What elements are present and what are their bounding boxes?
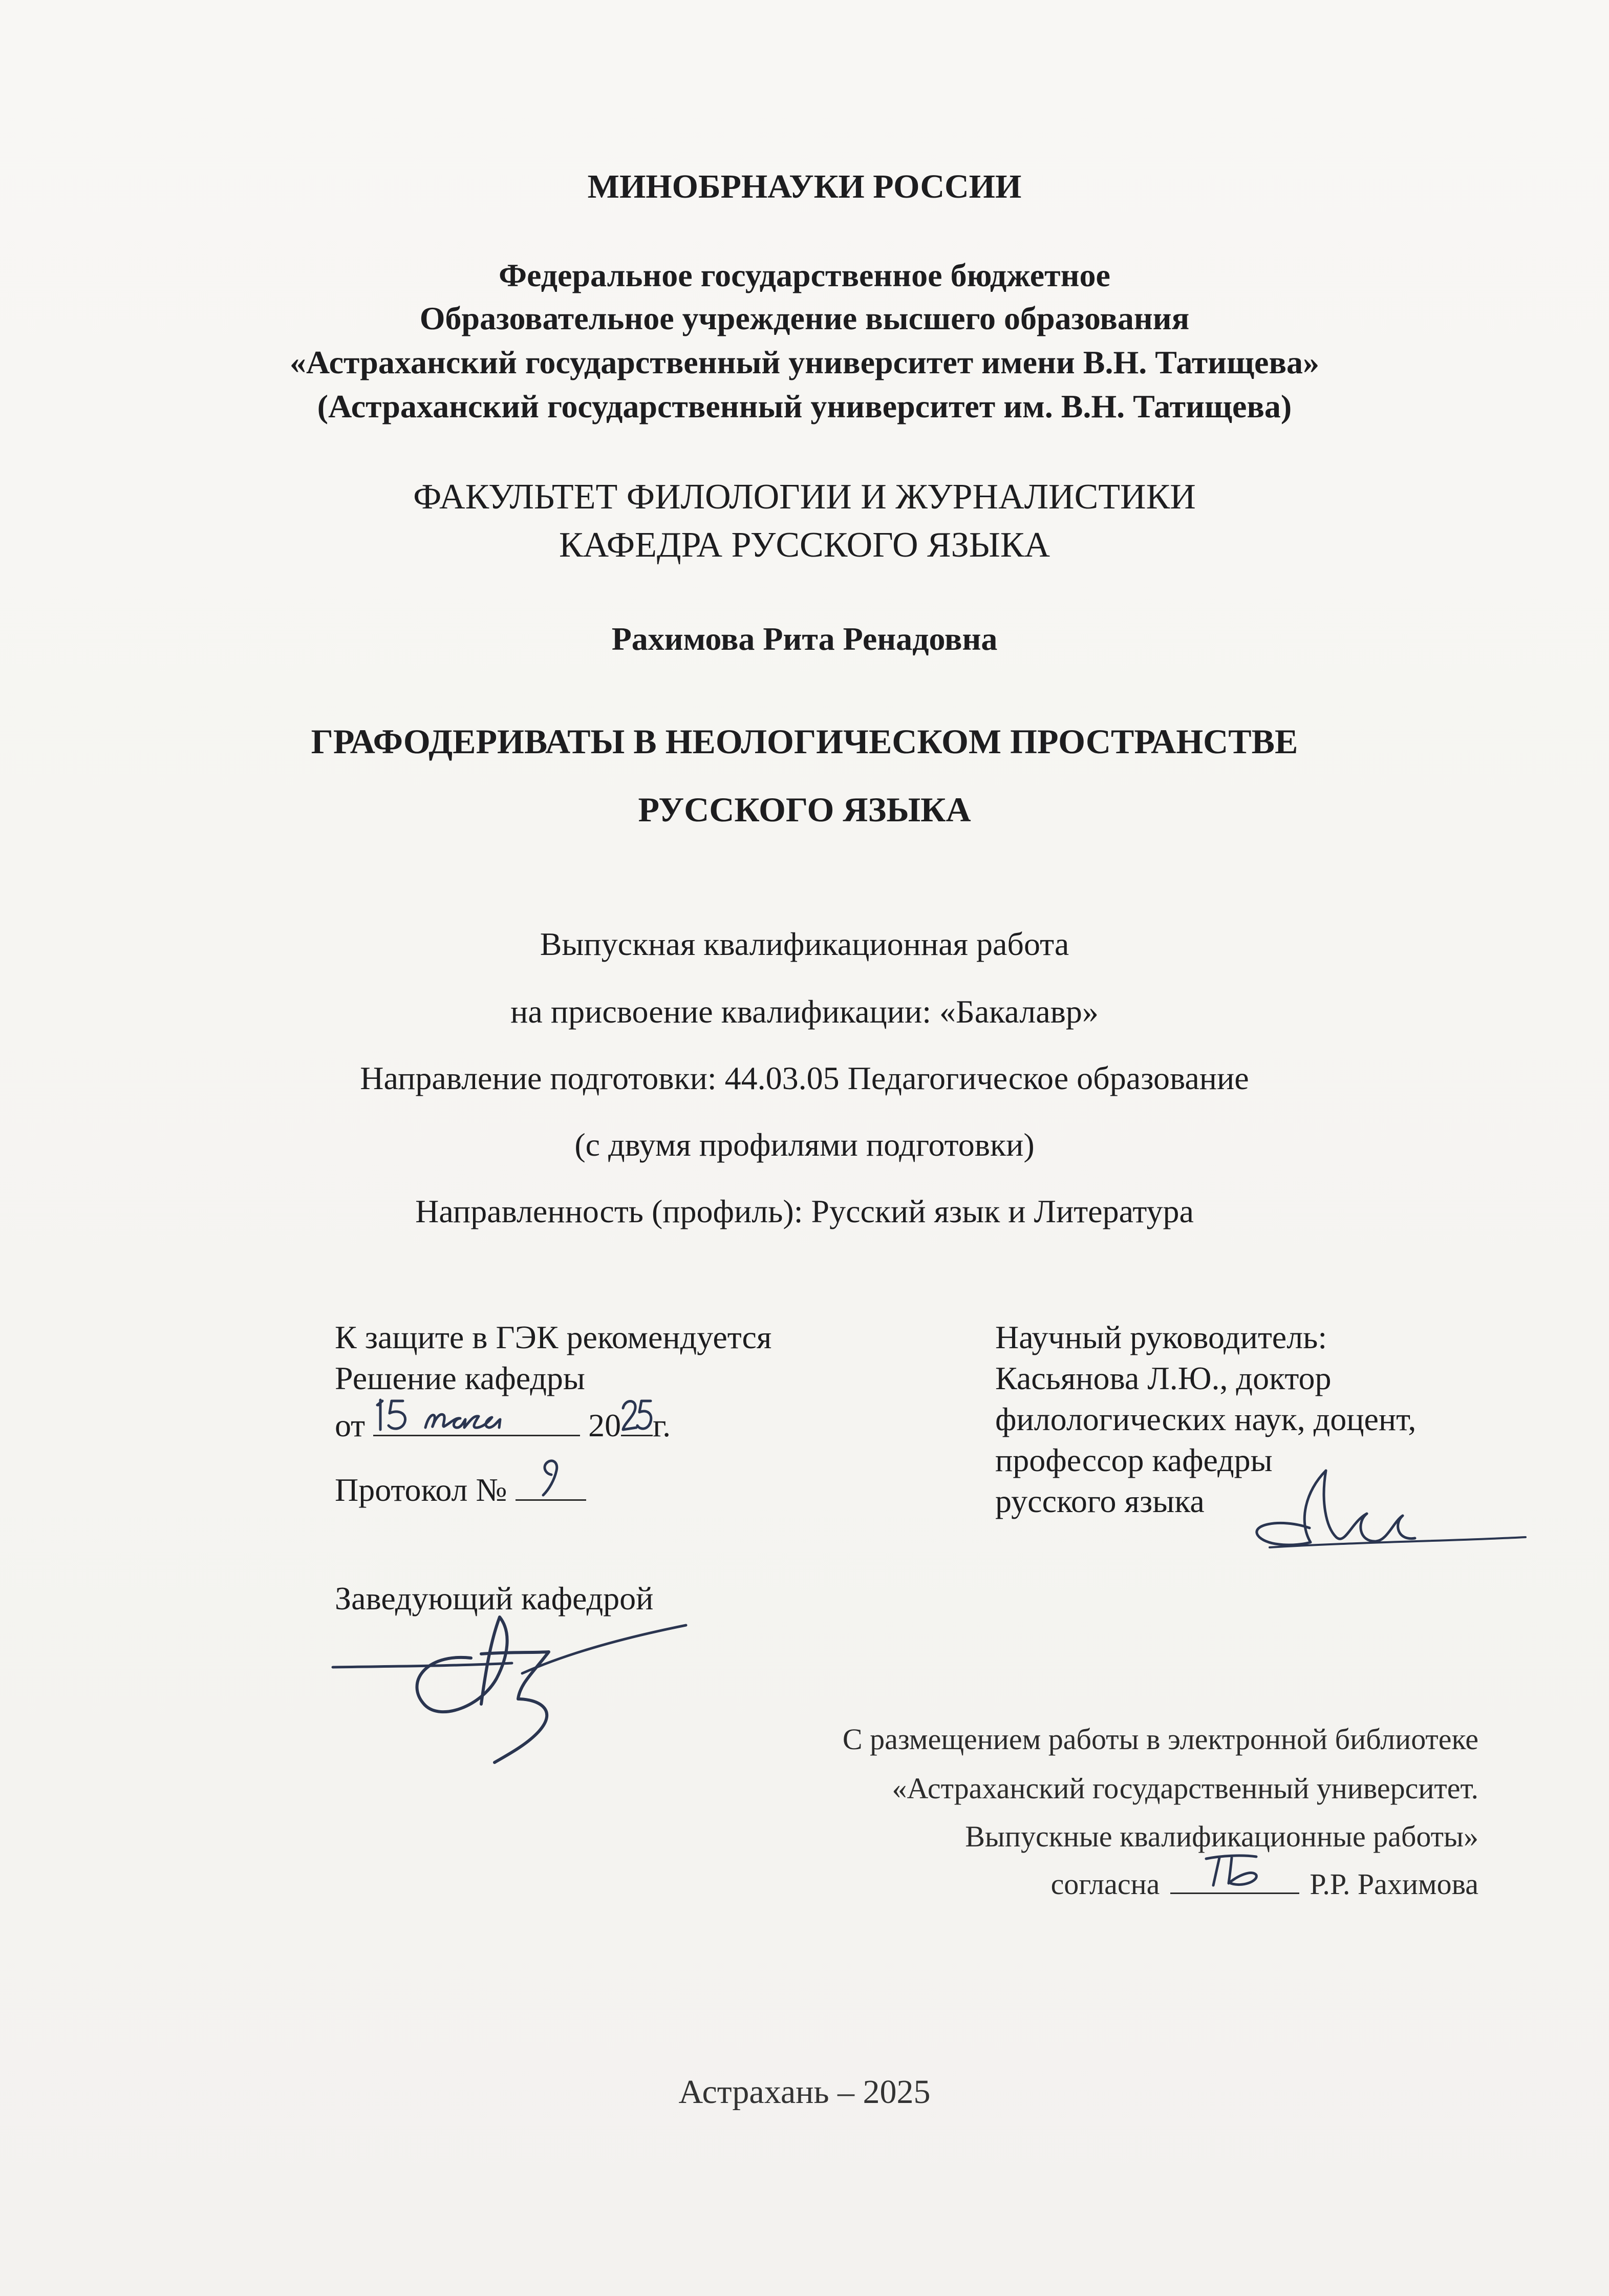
city-year-footer: Астрахань – 2025 [678, 2073, 931, 2111]
consent-agreement-line [1051, 1864, 1478, 1899]
handwritten-date [373, 1390, 580, 1436]
defense-recommendation-block [335, 1321, 857, 1639]
head-of-department-signature [328, 1597, 747, 1766]
student-signature-field [1170, 1864, 1299, 1894]
faculty-name: ФАКУЛЬТЕТ ФИЛОЛОГИИ И ЖУРНАЛИСТИКИ [413, 477, 1196, 517]
consent-line-3: Выпускные квалификационные работы» [965, 1820, 1478, 1853]
year-suffix: г. [653, 1407, 671, 1443]
student-signature [1170, 1845, 1299, 1891]
org-line-3: «Астраханский государственный университет имени В.Н. Татищева» [290, 344, 1319, 380]
org-line-1: Федеральное государственное бюджетное [499, 257, 1110, 293]
qualification: на присвоение квалификации: «Бакалавр» [510, 993, 1099, 1030]
year-prefix: 20 [588, 1407, 621, 1443]
training-direction: Направление подготовки: 44.03.05 Педагогическое образование [360, 1060, 1249, 1096]
consent-line-2: «Астраханский государственный университет. [892, 1772, 1478, 1805]
protocol-number-field [516, 1468, 586, 1501]
department-name: КАФЕДРА РУССКОГО ЯЗЫКА [559, 525, 1050, 565]
ministry-heading: МИНОБРНАУКИ РОССИИ [587, 168, 1022, 205]
consent-agree-word: согласна [1050, 1867, 1160, 1901]
handwritten-year [621, 1390, 653, 1436]
thesis-title-line-2: РУССКОГО ЯЗЫКА [638, 790, 971, 829]
org-line-2: Образовательное учреждение высшего образования [419, 300, 1190, 336]
work-type: Выпускная квалификационная работа [540, 926, 1069, 962]
recommend-text: К защите в ГЭК рекомендуется [335, 1319, 772, 1355]
decision-text: Решение кафедры [335, 1360, 585, 1396]
supervisor-position: профессор кафедры [995, 1442, 1273, 1478]
protocol-line [335, 1468, 586, 1506]
year-field [621, 1403, 653, 1436]
specialization: Направленность (профиль): Русский язык и Литература [415, 1193, 1194, 1229]
supervisor-name: Касьянова Л.Ю., доктор [995, 1360, 1332, 1396]
training-profiles-note: (с двумя профилями подготовки) [574, 1126, 1035, 1163]
supervisor-degree: филологических наук, доцент, [995, 1401, 1417, 1437]
student-name: Р.Р. Рахимова [1310, 1867, 1478, 1901]
consent-line-1: С размещением работы в электронной библиотеке [842, 1723, 1478, 1756]
org-line-4: (Астраханский государственный университет им. В.Н. Татищева) [317, 388, 1292, 424]
date-field [373, 1403, 580, 1436]
thesis-title-line-1: ГРАФОДЕРИВАТЫ В НЕОЛОГИЧЕСКОМ ПРОСТРАНСТВЕ [311, 722, 1298, 761]
date-prefix: от [335, 1407, 366, 1443]
protocol-label: Протокол № [335, 1472, 507, 1508]
head-of-department-label: Заведующий кафедрой [335, 1580, 654, 1617]
author-name: Рахимова Рита Ренадовна [611, 621, 998, 657]
handwritten-protocol-number [516, 1452, 586, 1498]
supervisor-signature [1249, 1460, 1536, 1578]
supervisor-department: русского языка [995, 1483, 1205, 1519]
decision-date-line [335, 1403, 671, 1442]
supervisor-label: Научный руководитель: [995, 1319, 1327, 1355]
